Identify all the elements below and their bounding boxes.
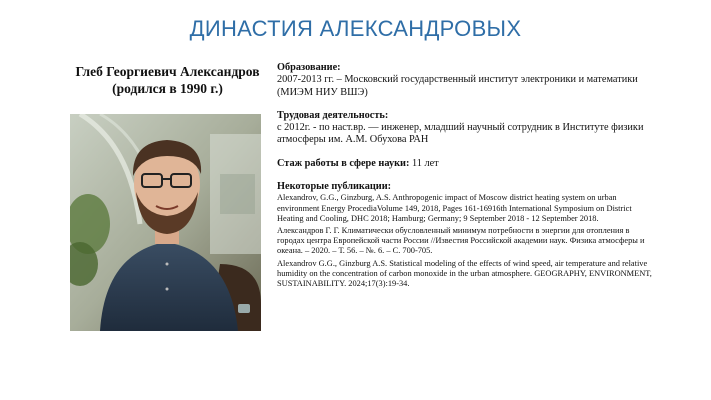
publication-item: Alexandrov G.G., Ginzburg A.S. Statistical modeling of the effects of wind speed, air temperature and relative humidity on the concentration of carbon monoxide in the urban atmosphere. GEOGRAPHY, ENVIRONMENT, SUSTAINABILITY. 2024;17(3):19-34. [277, 258, 652, 288]
person-name-block [60, 63, 275, 97]
education-text: 2007-2013 гг. – Московский государственный институт электроники и математики (МИЭМ НИУ ВШЭ) [277, 74, 638, 98]
experience-value: 11 лет [411, 157, 439, 169]
slide-title: ДИНАСТИЯ АЛЕКСАНДРОВЫХ [189, 16, 522, 41]
publication-item: Alexandrov, G.G., Ginzburg, A.S. Anthropogenic impact of Moscow district heating system on urban environment Energy ProcediaVolume 149, 2018, Pages 161-16916th International Symposium on District Heating and Cooling, DHC 2018; Hamburg; Germany; 9 September 2018 - 12 September 2018. [277, 193, 632, 223]
career-heading: Трудовая деятельность: [277, 109, 389, 121]
experience-label: Стаж работы в сфере науки: [277, 157, 410, 169]
career-text: с 2012г. - по наст.вр. — инженер, младший научный сотрудник в Институте физики атмосферы им. А.М. Обухова РАН [277, 122, 644, 146]
person-name: Глеб Георгиевич Александров [75, 64, 260, 79]
education-heading: Образование: [277, 62, 341, 73]
info-panel [277, 62, 657, 291]
publications-heading: Некоторые публикации: [277, 181, 392, 193]
person-photo [70, 114, 261, 331]
publication-item: Александров Г. Г. Климатически обусловленный минимум потребности в энергии для отопления в городах центра Европейской части России //Известия Российской академии наук. Физика атмосферы и океана. – 2020. – Т. 56. – №. 6. – С. 700-705. [277, 225, 645, 256]
publications-list [277, 193, 657, 289]
person-birth-year: (родился в 1990 г.) [112, 81, 223, 96]
experience-line [277, 158, 657, 170]
